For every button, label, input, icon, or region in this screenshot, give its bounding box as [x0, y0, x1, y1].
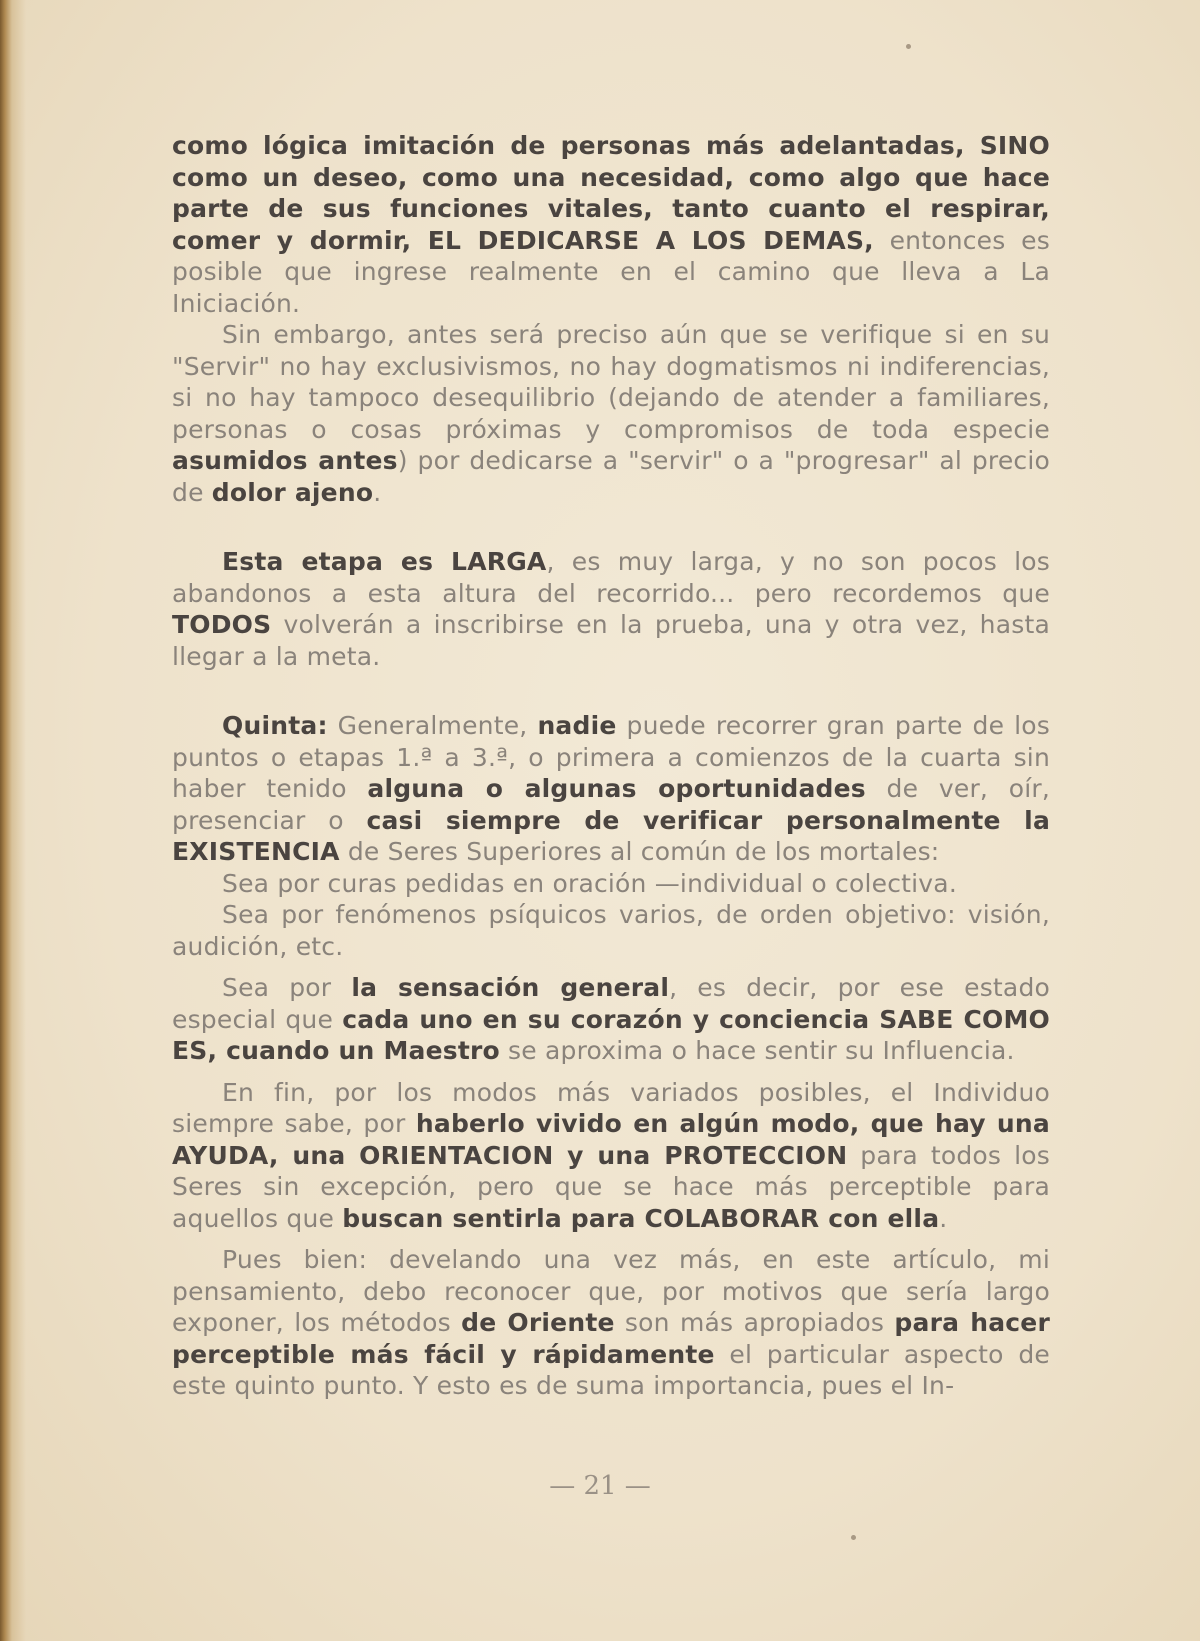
text-run: de ver, oír, presenciar o: [172, 774, 1051, 835]
bold-text-run: Esta etapa es LARGA: [222, 547, 547, 576]
text-run: volverán a inscribirse en la prueba, una y otra vez, hasta llegar a la meta.: [172, 610, 1050, 671]
bold-text-run: como lógica imitación de personas más adelantadas, SINO como un deseo, como una necesidad, como algo que hace parte de sus funciones vitales, tanto cuanto el respirar, comer y dormir, EL DEDICARSE A LOS DEMAS,: [172, 131, 1050, 255]
page-number: — 21 —: [549, 1471, 651, 1501]
text-run: el particular aspecto de este quinto punto. Y esto es de suma importancia, pues el In-: [172, 1339, 1051, 1400]
paragraph: [172, 1077, 1050, 1235]
text-run: puede recorrer gran parte de los puntos o etapas 1.ª a 3.ª, o primera a comienzos de la cuarta sin haber tenido: [172, 711, 1051, 803]
paragraph: [172, 710, 1050, 868]
paragraph: [172, 899, 1050, 962]
bold-text-run: de Oriente: [461, 1308, 615, 1337]
bold-text-run: dolor ajeno: [211, 477, 374, 507]
book-binding-edge: [0, 0, 26, 1641]
bold-text-run: TODOS: [172, 610, 272, 639]
paragraph: [172, 868, 1050, 900]
text-run: , es decir, por ese estado especial que: [172, 973, 1051, 1034]
bold-text-run: buscan sentirla para COLABORAR con ella: [342, 1203, 940, 1233]
text-run: ) por dedicarse a "servir" o a "progresar" al precio de: [172, 446, 1051, 507]
paragraph: [172, 546, 1050, 672]
text-run: Sea por: [222, 973, 352, 1002]
text-run: , es muy larga, y no son pocos los abandonos a esta altura del recorrido... pero recordemos que: [172, 547, 1051, 608]
text-run: para todos los Seres sin excepción, pero que se hace más perceptible para aquellos que: [172, 1140, 1050, 1233]
bold-text-run: la sensación general: [351, 973, 670, 1002]
text-run: se aproxima o hace sentir su Influencia.: [499, 1036, 1015, 1065]
paragraph: [172, 319, 1050, 508]
bold-text-run: nadie: [537, 711, 617, 740]
bold-text-run: para hacer perceptible más fácil y rápidamente: [172, 1308, 1050, 1369]
body-text: [172, 130, 1050, 1402]
text-run: son más apropiados: [614, 1308, 895, 1337]
bold-text-run: alguna o algunas oportunidades: [367, 774, 866, 803]
text-run: de Seres Superiores al común de los mortales:: [339, 837, 940, 866]
bold-text-run: Quinta:: [222, 711, 328, 740]
text-run: .: [939, 1203, 948, 1233]
paragraph: [172, 1244, 1050, 1402]
paragraph: [172, 130, 1050, 319]
text-run: Sea por curas pedidas en oración —individual o colectiva.: [222, 868, 957, 898]
bold-text-run: asumidos antes: [172, 446, 398, 475]
paragraph: [172, 972, 1050, 1067]
text-run: Pues bien: develando una vez más, en este artículo, mi pensamiento, debo reconocer que, por motivos que sería largo exponer, los métodos: [172, 1245, 1050, 1337]
bold-text-run: cada uno en su corazón y conciencia SABE COMO ES, cuando un Maestro: [172, 1004, 1050, 1065]
paper-speck: [906, 44, 911, 49]
text-run: entonces es posible que ingrese realmente en el camino que lleva a La Iniciación.: [172, 225, 1050, 318]
paper-speck: [851, 1535, 856, 1540]
text-run: Sin embargo, antes será preciso aún que se verifique si en su "Servir" no hay exclusivismos, no hay dogmatismos ni indiferencias, si no hay tampoco desequilibrio (dejando de atender a familiares, personas o cosas próximas y compromisos de toda especie: [172, 320, 1050, 444]
text-run: Sea por fenómenos psíquicos varios, de orden objetivo: visión, audición, etc.: [172, 900, 1050, 961]
text-run: .: [373, 477, 382, 507]
bold-text-run: casi siempre de verificar personalmente la EXISTENCIA: [172, 805, 1051, 866]
text-run: Generalmente,: [327, 711, 538, 740]
text-run: En fin, por los modos más variados posibles, el Individuo siempre sabe, por: [172, 1077, 1050, 1138]
bold-text-run: haberlo vivido en algún modo, que hay una AYUDA, una ORIENTACION y una PROTECCION: [172, 1109, 1051, 1170]
